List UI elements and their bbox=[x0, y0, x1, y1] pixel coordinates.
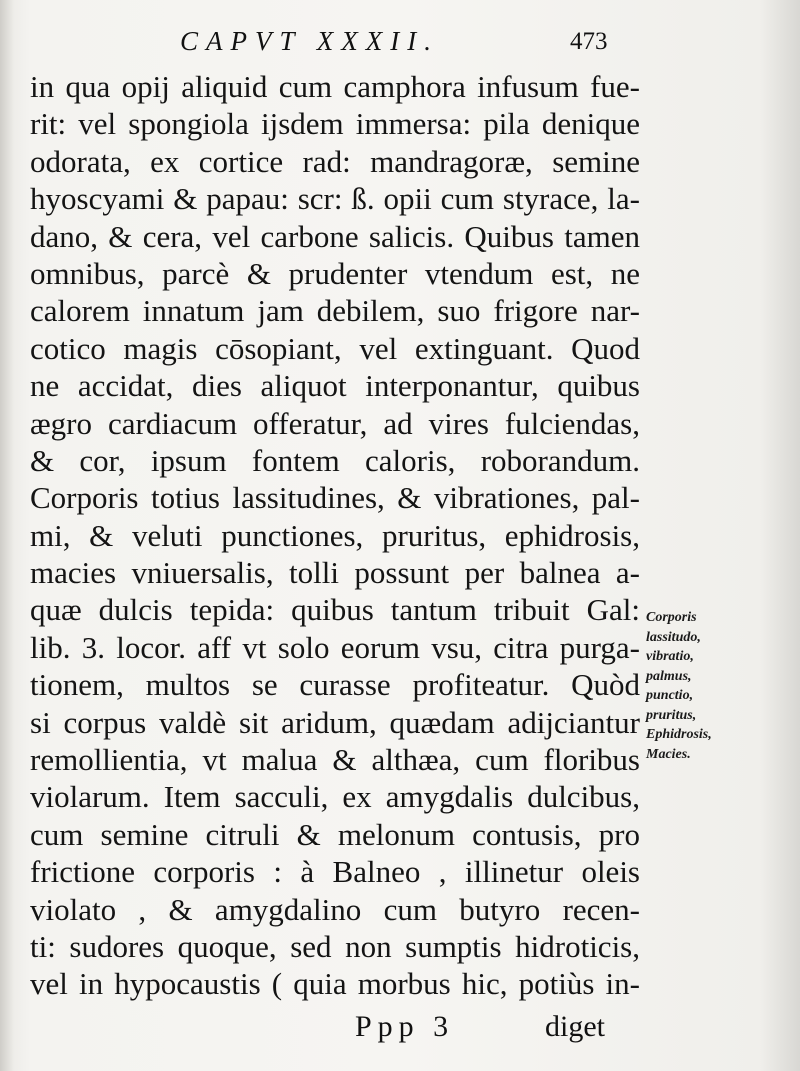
margin-note: Macies. bbox=[646, 746, 691, 762]
text-line: dano, & cera, vel carbone salicis. Quibus tamen bbox=[30, 218, 640, 254]
margin-notes bbox=[646, 608, 796, 764]
text-line: frictione corporis : à Balneo , illinetur oleis bbox=[30, 854, 640, 890]
text-line: cum semine citruli & melonum contusis, pro bbox=[30, 816, 640, 852]
text-line: violarum. Item sacculi, ex amygdalis dulcibus, bbox=[30, 779, 640, 815]
text-line: cotico magis cōsopiant, vel extinguant. Quod bbox=[30, 330, 640, 366]
text-line: ægro cardiacum offeratur, ad vires fulciendas, bbox=[30, 405, 640, 441]
margin-note: Corporis bbox=[646, 610, 697, 625]
text-line: hyoscyami & papau: scr: ß. opii cum styrace, la- bbox=[30, 181, 640, 217]
margin-note: lassitudo, bbox=[646, 629, 701, 645]
text-line: rit: vel spongiola ijsdem immersa: pila denique bbox=[30, 106, 640, 142]
text-line: vel in hypocaustis ( quia morbus hic, potiùs in- bbox=[30, 966, 640, 1002]
margin-note: vibratio, bbox=[646, 649, 694, 664]
text-line: macies vniuersalis, tolli possunt per balnea a- bbox=[30, 555, 640, 591]
text-line: omnibus, parcè & prudenter vtendum est, ne bbox=[30, 255, 640, 291]
page-footer bbox=[0, 1010, 800, 1060]
margin-note: pruritus, bbox=[646, 707, 697, 723]
page-header bbox=[0, 18, 800, 62]
text-line: mi, & veluti punctiones, pruritus, ephidrosis, bbox=[30, 517, 640, 553]
text-line: odorata, ex cortice rad: mandragoræ, semine bbox=[30, 143, 640, 179]
text-line: remollientia, vt malua & althæa, cum floribus bbox=[30, 742, 640, 778]
margin-note: palmus, bbox=[646, 668, 692, 684]
text-line: violato , & amygdalino cum butyro recen- bbox=[30, 891, 640, 927]
page-gutter bbox=[0, 0, 14, 1071]
page-number: 473 bbox=[570, 28, 608, 55]
text-line: in qua opij aliquid cum camphora infusum fue- bbox=[30, 69, 640, 104]
text-line: lib. 3. locor. aff vt solo eorum vsu, citra purga- bbox=[30, 629, 640, 665]
text-line: Corporis totius lassitudines, & vibrationes, pal- bbox=[30, 480, 640, 516]
catchword: diget bbox=[545, 1010, 605, 1043]
running-head: CAPVT XXXII. bbox=[180, 26, 439, 56]
text-line: & cor, ipsum fontem caloris, roborandum. bbox=[30, 442, 640, 478]
main-text-block bbox=[30, 68, 640, 1003]
signature-mark: Ppp 3 bbox=[355, 1010, 455, 1043]
text-line: si corpus valdè sit aridum, quædam adijciantur bbox=[30, 704, 640, 740]
text-line: calorem innatum jam debilem, suo frigore nar- bbox=[30, 293, 640, 329]
text-line: ne accidat, dies aliquot interponantur, quibus bbox=[30, 368, 640, 404]
margin-note: punctio, bbox=[646, 688, 694, 703]
text-line: quæ dulcis tepida: quibus tantum tribuit Gal: bbox=[30, 592, 640, 628]
text-line: ti: sudores quoque, sed non sumptis hidroticis, bbox=[30, 928, 640, 964]
margin-note: Ephidrosis, bbox=[646, 727, 712, 742]
text-line: tionem, multos se curasse profiteatur. Quòd bbox=[30, 667, 640, 703]
